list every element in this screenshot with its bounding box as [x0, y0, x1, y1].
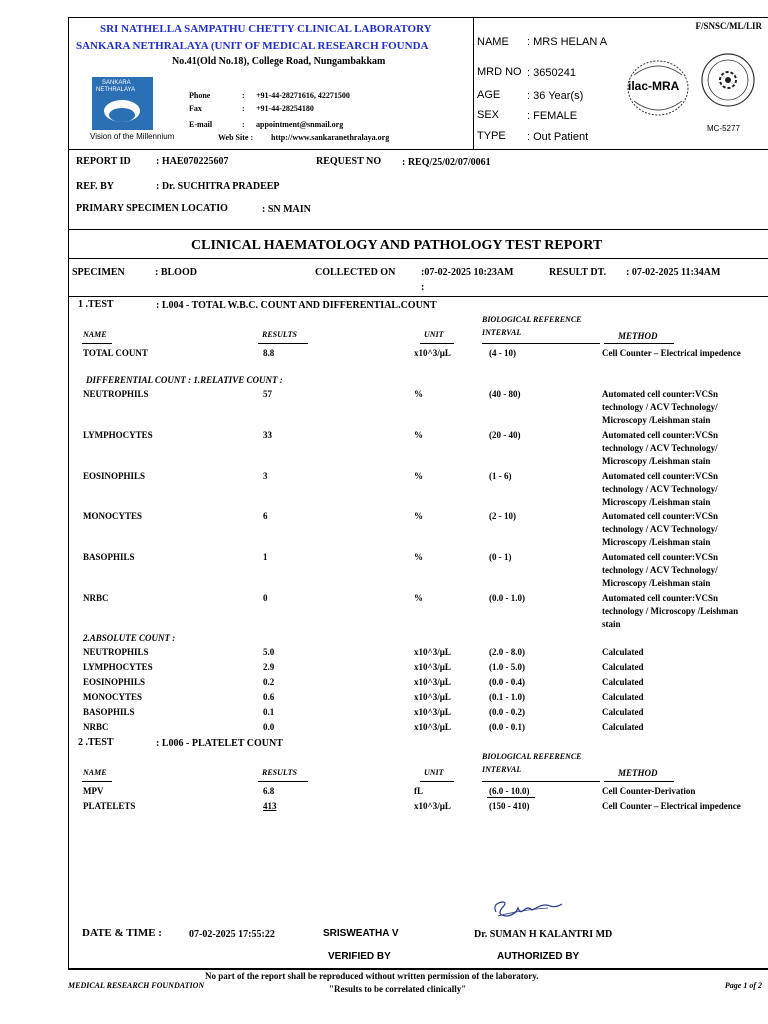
row-ref: (150 - 410): [489, 801, 530, 811]
row-unit: x10^3/µL: [414, 647, 451, 657]
type-value: : Out Patient: [527, 131, 589, 143]
row-ref: (0.0 - 0.1): [489, 722, 525, 732]
row-result: 6: [263, 511, 268, 521]
footer-line: [68, 969, 768, 970]
report-title: CLINICAL HAEMATOLOGY AND PATHOLOGY TEST REPORT: [191, 238, 603, 253]
row-method: Automated cell counter:VCSn technology / Microscopy /Leishman stain: [602, 593, 739, 629]
collected-colon: :: [421, 282, 425, 293]
accreditation-number: MC-5277: [707, 124, 740, 133]
test1-method-header: METHOD: [618, 331, 658, 341]
ilac-mra-icon: ilac-MRA: [620, 55, 696, 121]
request-no-value: : REQ/25/02/07/0061: [402, 157, 491, 168]
doc-code: F/SNSC/ML/LIR: [695, 21, 762, 31]
title-bottom-line: [68, 258, 768, 259]
test2-ref-header-2: INTERVAL: [482, 765, 522, 774]
report-id-value: : HAE070225607: [156, 156, 229, 167]
lab-tagline: Vision of the Millennium: [90, 132, 175, 141]
lab-address: No.41(Old No.18), College Road, Nungambakkam: [172, 56, 386, 67]
phone-label: Phone: [189, 91, 211, 100]
row-name: EOSINOPHILS: [83, 471, 146, 481]
row-method: Calculated: [602, 707, 644, 717]
test1-name-header: NAME: [83, 330, 107, 339]
lab-name-line2: SANKARA NETHRALAYA (UNIT OF MEDICAL RESEARCH FOUNDA: [76, 40, 429, 52]
row-result: 57: [263, 389, 272, 399]
row-result: 1: [263, 552, 268, 562]
row-name: LYMPHOCYTES: [83, 662, 153, 672]
test2-name-header: NAME: [83, 768, 107, 777]
verified-label: VERIFIED BY: [328, 951, 391, 962]
row-name: MONOCYTES: [83, 692, 143, 702]
row-method: Automated cell counter:VCSn technology / ACV Technology/ Microscopy /Leishman stain: [602, 511, 718, 547]
website-label: Web Site :: [218, 133, 254, 142]
footer-organization: MEDICAL RESEARCH FOUNDATION: [68, 981, 205, 990]
row-ref: (0.0 - 1.0): [489, 593, 525, 603]
row-method: Automated cell counter:VCSn technology / ACV Technology/ Microscopy /Leishman stain: [602, 552, 718, 588]
page-number: Page 1 of 2: [724, 981, 762, 990]
row-ref: (2.0 - 8.0): [489, 647, 525, 657]
row-method: Automated cell counter:VCSn technology / ACV Technology/ Microscopy /Leishman stain: [602, 389, 718, 425]
row-ref: (2 - 10): [489, 511, 516, 521]
row-result: 33: [263, 430, 272, 440]
test2-unit-header: UNIT: [424, 768, 444, 777]
differential-heading: DIFFERENTIAL COUNT : 1.RELATIVE COUNT :: [86, 375, 283, 385]
email-value: appointment@snmail.org: [256, 120, 344, 129]
row-unit: %: [414, 471, 423, 481]
test2-name: : L006 - PLATELET COUNT: [156, 738, 283, 749]
table-row-result: 8.8: [263, 348, 275, 358]
phone-value: +91-44-28271616, 42271500: [256, 91, 350, 100]
row-result: 3: [263, 471, 268, 481]
datetime-value: 07-02-2025 17:55:22: [189, 929, 275, 940]
result-date-value: : 07-02-2025 11:34AM: [626, 267, 721, 278]
row-ref: (0 - 1): [489, 552, 512, 562]
row-name: NEUTROPHILS: [83, 647, 149, 657]
specimen-label: SPECIMEN: [72, 267, 125, 278]
row-unit: %: [414, 511, 423, 521]
fax-value: +91-44-28254180: [256, 104, 314, 113]
email-label: E-mail: [189, 120, 213, 129]
lab-name-line1: SRI NATHELLA SAMPATHU CHETTY CLINICAL LABORATORY: [100, 23, 432, 35]
ref-by-value: : Dr. SUCHITRA PRADEEP: [156, 181, 280, 192]
row-method: Calculated: [602, 647, 644, 657]
test1-ref-header: BIOLOGICAL REFERENCE: [482, 315, 582, 324]
nabl-seal-icon: [700, 52, 756, 108]
test2-ref-header: BIOLOGICAL REFERENCE: [482, 752, 582, 761]
test1-name: : L004 - TOTAL W.B.C. COUNT AND DIFFERENTIAL.COUNT: [156, 300, 437, 311]
row-unit: %: [414, 552, 423, 562]
age-label: AGE: [477, 89, 501, 101]
row-result: 0: [263, 593, 268, 603]
type-label: TYPE: [477, 130, 506, 142]
row-unit: fL: [414, 786, 423, 796]
row-name: PLATELETS: [83, 801, 136, 811]
table-row-method: Cell Counter – Electrical impedence: [602, 348, 741, 358]
signature-image: [490, 890, 570, 922]
row-result: 0.2: [263, 677, 275, 687]
test1-unit-header: UNIT: [424, 330, 444, 339]
row-method: Cell Counter-Derivation: [602, 786, 696, 796]
datetime-label: DATE & TIME :: [82, 927, 162, 939]
row-ref: (6.0 - 10.0): [489, 786, 530, 796]
sankara-nethralaya-logo: SANKARA NETHRALAYA: [92, 77, 153, 130]
collected-value: :07-02-2025 10:23AM: [421, 267, 514, 278]
row-unit: x10^3/µL: [414, 677, 451, 687]
row-method: Calculated: [602, 662, 644, 672]
request-no-label: REQUEST NO: [316, 156, 382, 167]
row-ref: (0.1 - 1.0): [489, 692, 525, 702]
row-method: Automated cell counter:VCSn technology / ACV Technology/ Microscopy /Leishman stain: [602, 471, 718, 507]
table-row-name: TOTAL COUNT: [83, 348, 148, 358]
table-row-ref: (4 - 10): [489, 348, 516, 358]
row-result: 0.1: [263, 707, 275, 717]
header-divider: [473, 17, 474, 149]
age-value: : 36 Year(s): [527, 90, 584, 102]
row-result: 2.9: [263, 662, 275, 672]
row-method: Calculated: [602, 722, 644, 732]
row-result-flagged: 413: [263, 801, 277, 811]
specimen-location-label: PRIMARY SPECIMEN LOCATIO: [76, 203, 228, 214]
test1-ref-header-2: INTERVAL: [482, 328, 522, 337]
absolute-heading: 2.ABSOLUTE COUNT :: [83, 633, 176, 643]
row-result: 0.6: [263, 692, 275, 702]
row-result: 5.0: [263, 647, 275, 657]
row-unit: %: [414, 593, 423, 603]
report-id-label: REPORT ID: [76, 156, 131, 167]
row-unit: x10^3/µL: [414, 707, 451, 717]
row-name: MPV: [83, 786, 104, 796]
header-bottom-line: [68, 149, 768, 150]
row-unit: x10^3/µL: [414, 801, 451, 811]
row-ref: (1.0 - 5.0): [489, 662, 525, 672]
fax-label: Fax: [189, 104, 202, 113]
sex-label: SEX: [477, 109, 500, 121]
info-bottom-line: [68, 229, 768, 230]
website-value: http://www.sankaranethralaya.org: [271, 133, 390, 142]
row-unit: %: [414, 430, 423, 440]
row-method: Calculated: [602, 692, 644, 702]
result-date-label: RESULT DT.: [549, 267, 607, 278]
row-method: Calculated: [602, 677, 644, 687]
test1-results-header: RESULTS: [262, 330, 297, 339]
test2-results-header: RESULTS: [262, 768, 297, 777]
row-name: NEUTROPHILS: [83, 389, 149, 399]
row-unit: x10^3/µL: [414, 722, 451, 732]
test2-number: 2 .TEST: [78, 737, 114, 748]
row-ref: (0.0 - 0.2): [489, 707, 525, 717]
row-name: BASOPHILS: [83, 707, 135, 717]
sex-value: : FEMALE: [527, 110, 578, 122]
row-ref: (20 - 40): [489, 430, 521, 440]
row-ref: (40 - 80): [489, 389, 521, 399]
row-name: BASOPHILS: [83, 552, 135, 562]
mrd-label: MRD NO: [477, 66, 522, 78]
name-label: NAME: [477, 36, 509, 48]
test1-number: 1 .TEST: [78, 299, 114, 310]
row-unit: x10^3/µL: [414, 692, 451, 702]
ref-by-label: REF. BY: [76, 181, 114, 192]
correlation-notice: "Results to be correlated clinically": [329, 984, 467, 994]
copyright-notice: No part of the report shall be reproduced without written permission of the laboratory.: [205, 971, 539, 981]
collected-label: COLLECTED ON: [315, 267, 396, 278]
test2-method-header: METHOD: [618, 768, 658, 778]
row-ref: (1 - 6): [489, 471, 512, 481]
row-name: LYMPHOCYTES: [83, 430, 153, 440]
row-result: 0.0: [263, 722, 275, 732]
row-ref: (0.0 - 0.4): [489, 677, 525, 687]
row-unit: %: [414, 389, 423, 399]
mrd-value: : 3650241: [527, 67, 576, 79]
specimen-location-value: : SN MAIN: [262, 204, 311, 215]
name-value: : MRS HELAN A: [527, 36, 608, 48]
row-method: Cell Counter – Electrical impedence: [602, 801, 741, 811]
table-row-unit: x10^3/µL: [414, 348, 451, 358]
row-name: EOSINOPHILS: [83, 677, 146, 687]
verified-name: SRISWEATHA V: [323, 928, 399, 939]
authorized-label: AUTHORIZED BY: [497, 951, 580, 962]
row-unit: x10^3/µL: [414, 662, 451, 672]
authorized-name: Dr. SUMAN H KALANTRI MD: [474, 929, 613, 940]
specimen-bottom-line: [68, 296, 768, 297]
row-name: MONOCYTES: [83, 511, 143, 521]
row-name: NRBC: [83, 593, 109, 603]
row-result: 6.8: [263, 786, 275, 796]
specimen-value: : BLOOD: [155, 267, 197, 278]
row-name: NRBC: [83, 722, 109, 732]
row-method: Automated cell counter:VCSn technology / ACV Technology/ Microscopy /Leishman stain: [602, 430, 718, 466]
